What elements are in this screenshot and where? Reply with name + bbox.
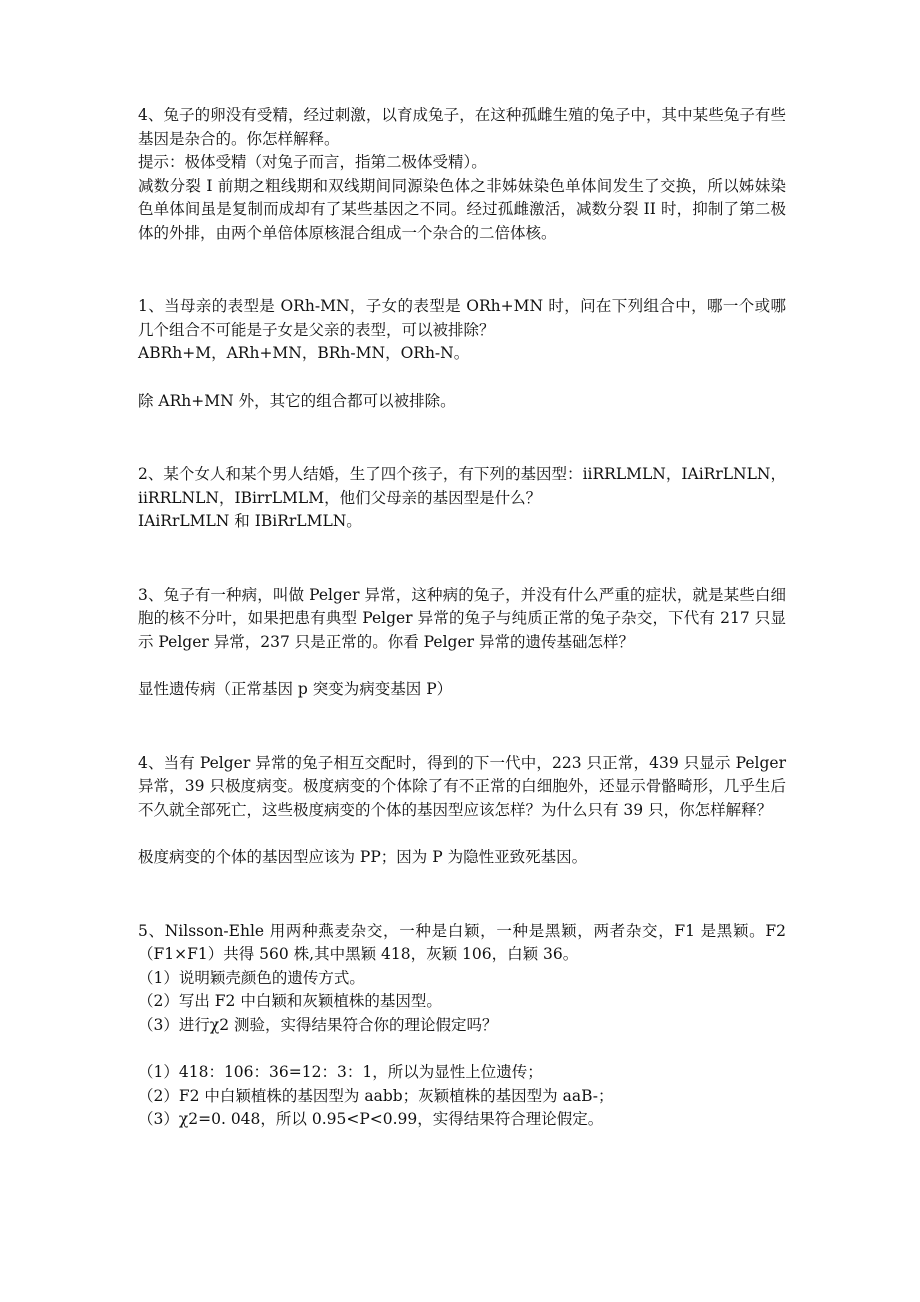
answer-text: 显性遗传病（正常基因 p 突变为病变基因 P） <box>138 680 453 698</box>
question-block-pelger-cross <box>138 752 786 870</box>
question-text: 2、某个女人和某个男人结婚，生了四个孩子，有下列的基因型：iiRRLMLN，IAiRrLNLN，iiRRLNLN，IBirrLMLM，他们父母亲的基因型是什么？ <box>138 465 786 507</box>
answer-text: （1）418：106：36=12：3：1，所以为显性上位遗传； <box>138 1063 543 1081</box>
spacer <box>138 702 786 752</box>
answer-text: 极度病变的个体的基因型应该为 PP；因为 P 为隐性亚致死基因。 <box>138 848 588 866</box>
answer-text: （3）χ2=0. 048，所以 0.95<P<0.99，实得结果符合理论假定。 <box>138 1110 604 1128</box>
question-block-genotype <box>138 463 786 534</box>
subquestion-text: （2）写出 F2 中白颖和灰颖植株的基因型。 <box>138 992 442 1010</box>
question-text: 4、当有 Pelger 异常的兔子相互交配时，得到的下一代中，223 只正常，439 只显示 Pelger 异常，39 只极度病变。极度病变的个体除了有不正常的白细胞外，还显示骨骼畸形，几乎生后不久就全部死亡，这些极度病变的个体的基因型应该怎样？为什么只有 39 只，你怎样解释？ <box>138 753 786 819</box>
answer-text: 除 ARh+MN 外，其它的组合都可以被排除。 <box>138 391 456 410</box>
question-text: 3、兔子有一种病，叫做 Pelger 异常，这种病的兔子，并没有什么严重的症状，就是某些白细胞的核不分叶，如果把患有典型 Pelger 异常的兔子与纯质正常的兔子杂交，下代有 217 只显示 Pelger 异常，237 只是正常的。你看 Pelger 异常的遗传基础怎样？ <box>138 585 786 651</box>
spacer <box>138 366 786 390</box>
question-block-nilsson-ehle <box>138 920 786 1132</box>
question-block-parthenogenesis <box>138 104 786 245</box>
question-block-pelger <box>138 584 786 702</box>
question-block-blood-type <box>138 295 786 413</box>
answer-text: （2）F2 中白颖植株的基因型为 aabb；灰颖植株的基因型为 aaB-； <box>138 1086 614 1105</box>
answer-text: IAiRrLMLN 和 IBiRrLMLN。 <box>138 512 362 530</box>
spacer <box>138 1037 786 1061</box>
hint-text: 提示：极体受精（对兔子而言，指第二极体受精）。 <box>138 153 487 171</box>
options-text: ABRh+M，ARh+MN，BRh-MN，ORh-N。 <box>138 344 470 362</box>
spacer <box>138 534 786 584</box>
spacer <box>138 245 786 295</box>
spacer <box>138 822 786 846</box>
spacer <box>138 413 786 463</box>
question-text: 5、Nilsson-Ehle 用两种燕麦杂交，一种是白颖，一种是黑颖，两者杂交，F1 是黑颖。F2（F1×F1）共得 560 株,其中黑颖 418，灰颖 106，白颖 36。 <box>138 921 786 963</box>
spacer <box>138 654 786 678</box>
question-text: 1、当母亲的表型是 ORh-MN，子女的表型是 ORh+MN 时，问在下列组合中，哪一个或哪几个组合不可能是子女是父亲的表型，可以被排除？ <box>138 297 786 339</box>
question-text: 4、兔子的卵没有受精，经过刺激，以育成兔子，在这种孤雌生殖的兔子中，其中某些兔子有些基因是杂合的。你怎样解释。 <box>138 106 786 148</box>
document-body <box>138 104 786 1132</box>
subquestion-text: （1）说明颖壳颜色的遗传方式。 <box>138 968 365 987</box>
subquestion-text: （3）进行χ2 测验，实得结果符合你的理论假定吗？ <box>138 1015 498 1034</box>
answer-text: 减数分裂 I 前期之粗线期和双线期间同源染色体之非姊妹染色单体间发生了交换，所以姊妹染色单体间虽是复制而成却有了某些基因之不同。经过孤雌激活，减数分裂 II 时，抑制了第二极体的外排，由两个单倍体原核混合组成一个杂合的二倍体核。 <box>138 176 786 242</box>
spacer <box>138 870 786 920</box>
